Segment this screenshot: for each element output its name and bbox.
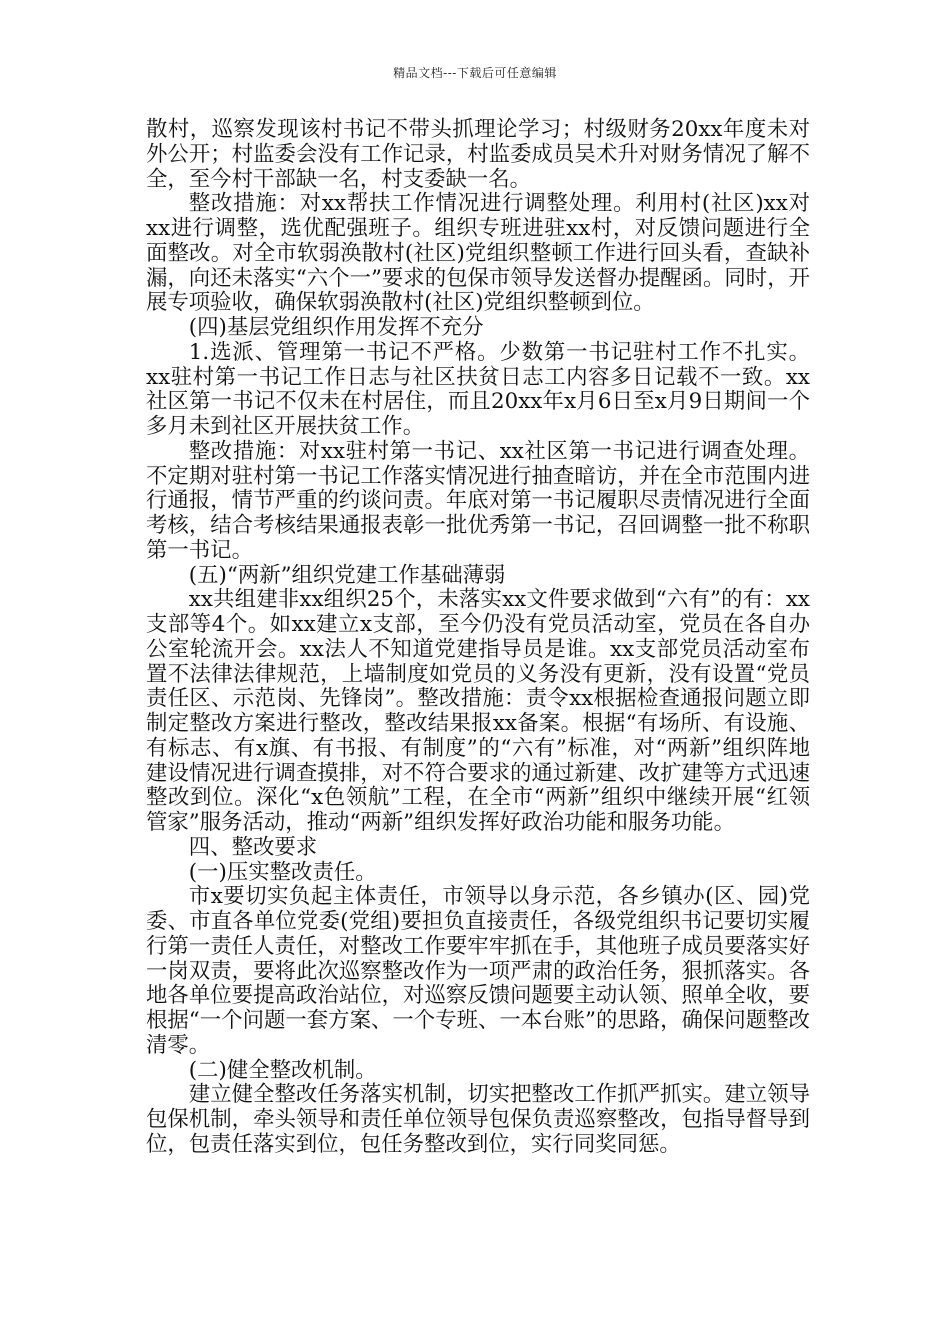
page-header: 精品文档---下载后可任意编辑 [393,66,557,80]
paragraph-two-new: xx共组建非xx组织25个，未落实xx文件要求做到“六有”的有：xx支部等4个。如xx建立x支部，至今仍没有党员活动室，党员在各自办公室轮流开会。xx法人不知道党建指导员是谁。xx支部党员活动室布置不法律法律规范，上墙制度如党员的义务没有更新，没有设置“党员责任区、示范岗、先锋岗”。整改措施：责令xx根据检查通报问题立即制定整改方案进行整改，整改结果报xx备案。根据“有场所、有设施、有标志、有x旗、有书报、有制度”的“六有”标准，对“两新”组织阵地建设情况进行调查摸排，对不符合要求的通过新建、改扩建等方式迅速整改到位。深化“x色领航”工程，在全市“两新”组织中继续开展“红领管家”服务活动，推动“两新”组织发挥好政治功能和服务功能。 [146,587,810,835]
section-heading-4: (四)基层党组织作用发挥不充分 [188,315,484,340]
paragraph-first-secretary: 1.选派、管理第一书记不严格。少数第一书记驻村工作不扎实。xx驻村第一书记工作日志与社区扶贫日志工内容多日记载不一致。xx社区第一书记不仅未在村居住，而且20xx年x月6日至x月9日期间一个多月未到社区开展扶贫工作。 [146,339,810,439]
subheading-2: (二)健全整改机制。 [188,1057,377,1083]
paragraph-responsibility: 市x要切实负起主体责任，市领导以身示范，各乡镇办(区、园)党委、市直各单位党委(党组)要担负直接责任，各级党组织书记要切实履行第一责任人责任，对整改工作要牢牢抓在手，其他班子成员要落实好一岗双责，要将此次巡察整改作为一项严肃的政治任务，狠抓落实。各地各单位要提高政治站位，对巡察反馈问题要主动认领、照单全收，要根据“一个问题一套方案、一个专班、一本台账”的思路，确保问题整改清零。 [146,884,810,1058]
section-heading-5: (五)“两新”组织党建工作基础薄弱 [188,562,506,588]
paragraph-rectification-2: 整改措施：对xx驻村第一书记、xx社区第一书记进行调查处理。不定期对驻村第一书记工作落实情况进行抽查暗访，并在全市范围内进行通报，情节严重的约谈问责。年底对第一书记履职尽责情况进行全面考核，结合考核结果通报表彰一批优秀第一书记，召回调整一批不称职第一书记。 [146,438,810,563]
paragraph-rectification-1: 整改措施：对xx帮扶工作情况进行调整处理。利用村(社区)xx对xx进行调整，选优配强班子。组织专班进驻xx村，对反馈问题进行全面整改。对全市软弱涣散村(社区)党组织整顿工作进行回头看，查缺补漏，向还未落实“六个一”要求的包保市领导发送督办提醒函。同时，开展专项验收，确保软弱涣散村(社区)党组织整顿到位。 [146,191,810,316]
document-body [146,118,810,1158]
paragraph-continuation: 散村，巡察发现该村书记不带头抓理论学习；村级财务20xx年度未对外公开；村监委会没有工作记录，村监委成员吴术升对财务情况了解不全，至今村干部缺一名，村支委缺一名。 [146,117,810,192]
subheading-1: (一)压实整改责任。 [188,859,377,885]
paragraph-mechanism: 建立健全整改任务落实机制，切实把整改工作抓严抓实。建立领导包保机制，牵头领导和责任单位领导包保负责巡察整改，包指导督导到位，包责任落实到位，包任务整改到位，实行同奖同惩。 [146,1082,810,1157]
chapter-heading-4: 四、整改要求 [188,834,318,860]
